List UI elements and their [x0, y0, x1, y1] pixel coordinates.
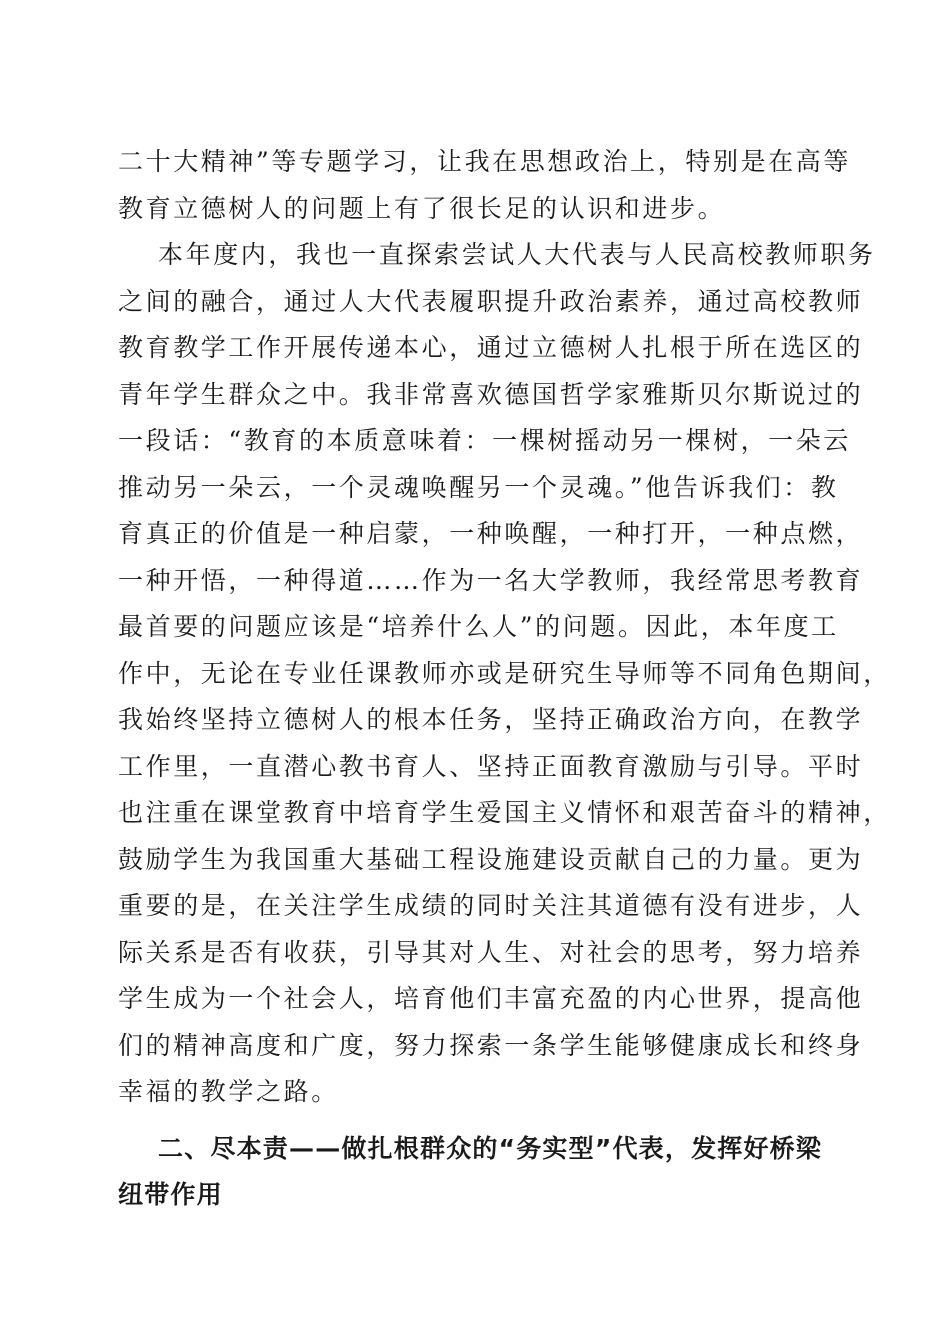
text-line: 工作里，一直潜心教书育人、坚持正面教育激励与引导。平时: [118, 751, 864, 781]
document-body: [118, 139, 891, 1219]
text-line: 育真正的价值是一种启蒙，一种唤醒，一种打开，一种点燃，: [118, 519, 864, 548]
text-line: 本年度内，我也一直探索尝试人大代表与人民高校教师职务: [158, 240, 876, 269]
text-line: 重要的是，在关注学生成绩的同时关注其道德有没有进步，人: [118, 891, 864, 920]
text-line: 作中，无论在专业任课教师亦或是研究生导师等不同角色期间，: [118, 658, 891, 688]
text-line: 青年学生群众之中。我非常喜欢德国哲学家雅斯贝尔斯说过的: [118, 379, 864, 409]
text-line: 们的精神高度和广度，努力探索一条学生能够健康成长和终身: [118, 1030, 864, 1060]
heading-line: 纽带作用: [118, 1180, 223, 1209]
text-line: 一段话：“教育的本质意味着：一棵树摇动另一棵树，一朵云: [118, 426, 851, 455]
text-line: 教育教学工作开展传递本心，通过立德树人扎根于所在选区的: [118, 333, 864, 362]
text-line: 之间的融合，通过人大代表履职提升政治素养，通过高校教师: [118, 286, 864, 316]
text-line: 我始终坚持立德树人的根本任务，坚持正确政治方向，在教学: [118, 705, 864, 734]
heading-line: 二、尽本责——做扎根群众的“务实型”代表，发挥好桥梁: [158, 1133, 823, 1163]
text-line: 鼓励学生为我国重大基础工程设施建设贡献自己的力量。更为: [118, 844, 864, 874]
text-line: 幸福的教学之路。: [118, 1077, 339, 1106]
text-line: 际关系是否有收获，引导其对人生、对社会的思考，努力培养: [118, 937, 864, 967]
paragraph-teacher-role: [118, 232, 891, 1116]
text-line: 最首要的问题应该是“培养什么人”的问题。因此，本年度工: [118, 612, 839, 641]
text-line: 也注重在课堂教育中培育学生爱国主义情怀和艰苦奋斗的精神，: [118, 798, 891, 827]
section-heading: [118, 1126, 830, 1219]
text-line: 推动另一朵云，一个灵魂唤醒另一个灵魂。”他告诉我们：教: [118, 472, 839, 502]
text-line: 学生成为一个社会人，培育他们丰富充盈的内心世界，提高他: [118, 984, 864, 1013]
text-line: 一种开悟，一种得道……作为一名大学教师，我经常思考教育: [118, 565, 864, 595]
text-line: 教育立德树人的问题上有了很长足的认识和进步。: [118, 193, 726, 223]
text-line: 二十大精神”等专题学习，让我在思想政治上，特别是在高等: [118, 147, 851, 176]
paragraph-continued: [118, 139, 851, 232]
